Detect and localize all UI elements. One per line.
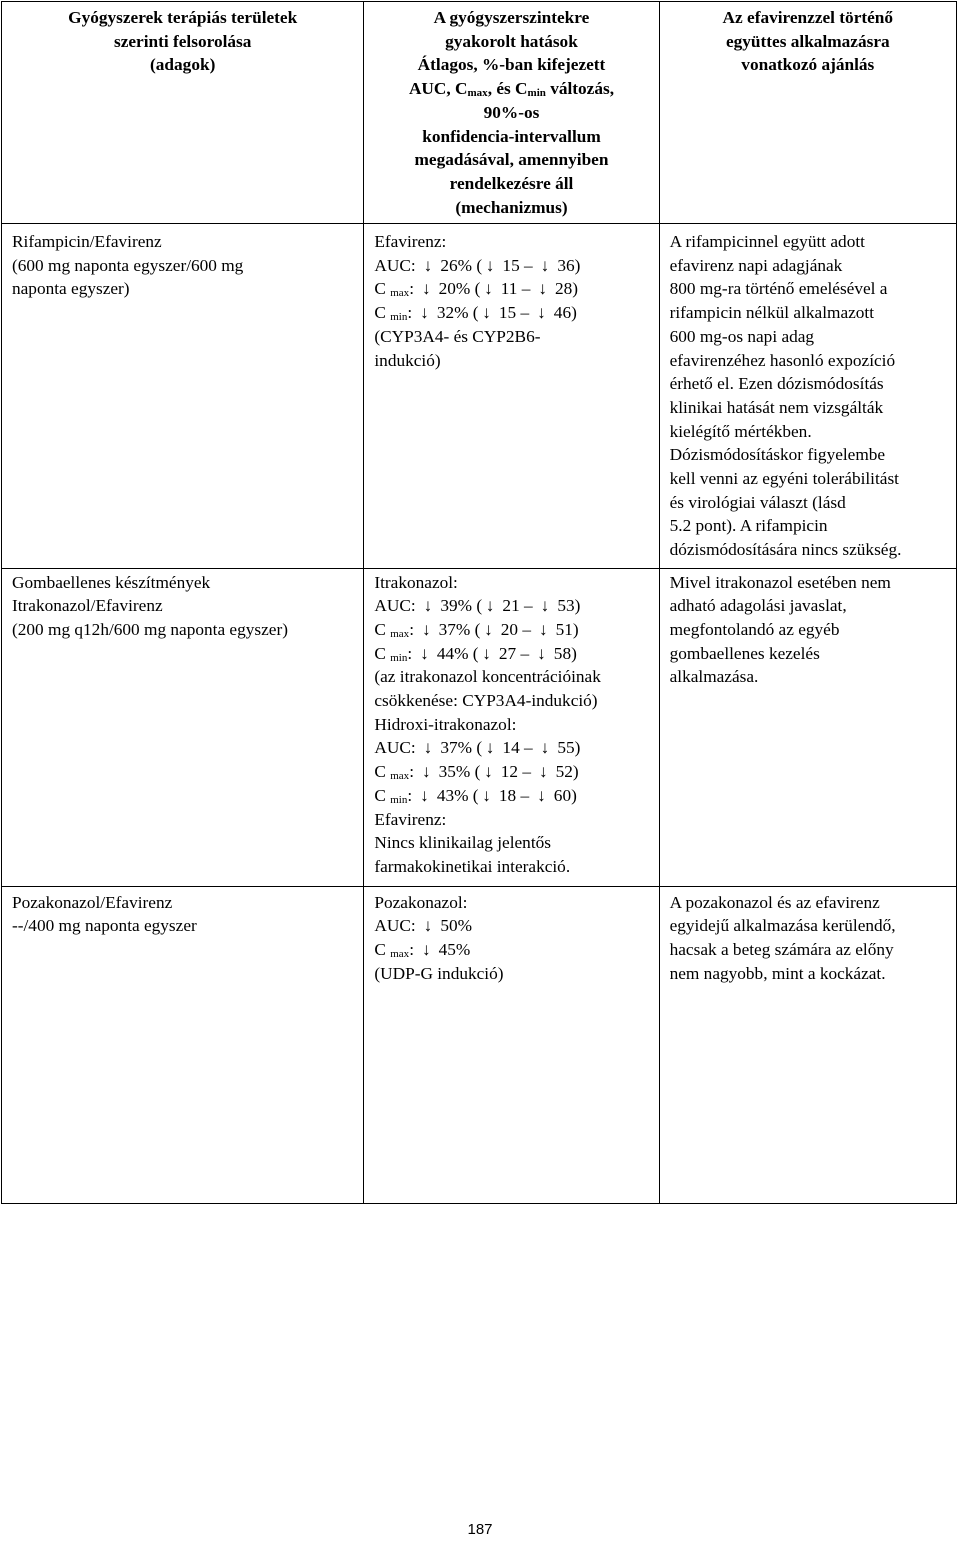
mechanism-text: (CYP3A4- és CYP2B6-: [374, 326, 541, 346]
recommendation-text: alkalmazása.: [669, 667, 759, 687]
auc-label: AUC:: [374, 916, 416, 936]
recommendation-text: gombaellenes kezelés: [669, 643, 820, 663]
down-arrow-icon: ↓: [540, 596, 550, 616]
auc-line: AUC: ↓ 39% ( ↓ 21 – ↓ 53): [374, 594, 648, 618]
effect-cell: [364, 223, 659, 568]
recommendation-cell: [659, 223, 956, 568]
down-arrow-icon: ↓: [421, 619, 431, 639]
auc-value: 39% (: [440, 596, 483, 616]
down-arrow-icon: ↓: [484, 762, 493, 782]
cmax-line: C $_{max}$: ↓ 35% ( ↓ 12 – ↓ 52): [374, 762, 579, 783]
drug-category: Gombaellenes készítmények: [12, 572, 211, 592]
recommendation-text: A rifampicinnel együtt adott: [669, 231, 865, 251]
cmax-label: C: [374, 762, 386, 782]
header-change: változás,: [545, 79, 615, 99]
ci-high: 58): [553, 643, 577, 663]
table-row-pozakonazol: [2, 886, 957, 1203]
recommendation-text: adható adagolási javaslat,: [669, 596, 847, 616]
table-header-row: [2, 2, 957, 224]
ci-low: 11: [500, 279, 518, 299]
cmin-line: C $_{min}$: ↓ 32% ( ↓ 15 – ↓ 46): [374, 303, 577, 324]
auc-line: [374, 914, 648, 938]
down-arrow-icon: ↓: [537, 643, 546, 663]
interaction-table: [1, 1, 957, 1204]
auc-line: AUC: ↓ 26% ( ↓ 15 – ↓ 36): [374, 254, 648, 278]
drug-name: Pozakonazol/Efavirenz: [12, 892, 173, 912]
header-text: Átlagos, %-ban kifejezett: [417, 55, 606, 75]
metabolite-title: Hidroxi-itrakonazol:: [374, 714, 517, 734]
header-text: szerinti felsorolása: [113, 31, 252, 51]
recommendation-text: dózismódosítására nincs szükség.: [669, 540, 902, 560]
recommendation-text: klinikai hatását nem vizsgálták: [669, 397, 884, 417]
ci-low: 18: [498, 785, 517, 805]
mechanism-text: csökkenése: CYP3A4-indukció): [374, 691, 598, 711]
cmin-label: C: [374, 785, 386, 805]
down-arrow-icon: ↓: [538, 279, 547, 299]
cmax-line: C $_{max}$: ↓ 45%: [374, 940, 471, 961]
header-text: konfidencia-intervallum: [422, 126, 601, 146]
effect-title: Efavirenz:: [374, 809, 447, 829]
cmin-value: 44% (: [436, 643, 479, 663]
cmin-line: C $_{min}$: ↓ 43% ( ↓ 18 – ↓ 60): [374, 785, 577, 806]
recommendation-text: 800 mg-ra történő emelésével a: [669, 279, 888, 299]
auc-line: AUC: ↓ 37% ( ↓ 14 – ↓ 55): [374, 736, 648, 760]
down-arrow-icon: ↓: [423, 596, 433, 616]
ci-high: 28): [554, 279, 579, 299]
recommendation-text: érhető el. Ezen dózismódosítás: [669, 374, 884, 394]
sub-max: max: [390, 770, 410, 783]
recommendation-text: egyidejű alkalmazása kerülendő,: [669, 916, 896, 936]
recommendation-text: rifampicin nélkül alkalmazott: [669, 303, 875, 323]
drug-name: Itrakonazol/Efavirenz: [12, 596, 163, 616]
down-arrow-icon: ↓: [538, 619, 548, 639]
down-arrow-icon: ↓: [420, 785, 429, 805]
recommendation-text: efavirenzéhez hasonló expozíció: [669, 350, 896, 370]
recommendation-text: Dózismódosításkor figyelembe: [669, 445, 886, 465]
down-arrow-icon: ↓: [537, 785, 546, 805]
sub-max: max: [467, 87, 488, 100]
ci-high: 53): [557, 596, 581, 616]
drug-dose: naponta egyszer): [12, 279, 130, 299]
header-text: [374, 77, 648, 101]
auc-value: 37% (: [440, 738, 483, 758]
header-recommendation: [659, 2, 956, 224]
down-arrow-icon: ↓: [421, 940, 431, 960]
cmin-label: C: [374, 643, 386, 663]
sub-min: min: [390, 651, 408, 664]
drug-dose: (200 mg q12h/600 mg naponta egyszer): [12, 619, 288, 639]
ci-high: 55): [557, 738, 581, 758]
cmax-value: 20% (: [438, 279, 481, 299]
auc-value: 50%: [440, 916, 473, 936]
sub-max: max: [390, 948, 410, 961]
ci-low: 21: [502, 596, 520, 616]
down-arrow-icon: ↓: [420, 303, 429, 323]
header-auc: AUC, C: [408, 79, 468, 99]
ci-high: 46): [553, 303, 577, 323]
effect-title: Pozakonazol:: [374, 892, 468, 912]
ci-low: 27: [498, 643, 517, 663]
auc-value: 26% (: [440, 255, 483, 275]
mechanism-text: (UDP-G indukció): [374, 963, 504, 983]
down-arrow-icon: ↓: [482, 643, 491, 663]
cmax-value: 37% (: [438, 619, 481, 639]
ci-high: 60): [553, 785, 577, 805]
recommendation-text: és virológiai választ (lásd: [669, 492, 846, 512]
cmax-label: C: [374, 940, 386, 960]
down-arrow-icon: ↓: [538, 762, 548, 782]
drug-cell: [2, 568, 364, 886]
recommendation-text: Mivel itrakonazol esetében nem: [669, 572, 891, 592]
down-arrow-icon: ↓: [423, 916, 433, 936]
cmax-value: 35% (: [438, 762, 481, 782]
down-arrow-icon: ↓: [485, 738, 495, 758]
cmax-label: C: [374, 279, 386, 299]
drug-cell: [2, 886, 364, 1203]
recommendation-text: kielégítő mértékben.: [669, 421, 812, 441]
cmax-label: C: [374, 619, 386, 639]
auc-label: AUC:: [374, 738, 416, 758]
down-arrow-icon: ↓: [421, 279, 431, 299]
header-text: rendelkezésre áll: [449, 173, 574, 193]
note-text: farmakokinetikai interakció.: [374, 856, 571, 876]
effect-cell: [364, 568, 659, 886]
recommendation-text: 600 mg-os napi adag: [669, 326, 815, 346]
down-arrow-icon: ↓: [485, 596, 495, 616]
recommendation-text: A pozakonazol és az efavirenz: [669, 892, 880, 912]
header-text: A gyógyszerszintekre: [433, 8, 590, 27]
recommendation-text: nem nagyobb, mint a kockázat.: [669, 963, 886, 983]
ci-high: 51): [555, 619, 579, 639]
drug-dose: (600 mg naponta egyszer/600 mg: [12, 255, 244, 275]
ci-high: 36): [557, 255, 581, 275]
header-text: 90%-os: [483, 102, 540, 122]
cmax-line: C $_{max}$: ↓ 20% ( ↓ 11 – ↓ 28): [374, 279, 579, 300]
header-drug-area: [2, 2, 364, 224]
header-text: vonatkozó ajánlás: [741, 55, 875, 75]
cmax-line: C $_{max}$: ↓ 37% ( ↓ 20 – ↓ 51): [374, 619, 579, 640]
cmin-label: C: [374, 303, 386, 323]
recommendation-cell: [659, 886, 956, 1203]
header-text: megadásával, amennyiben: [414, 150, 609, 170]
down-arrow-icon: ↓: [540, 738, 550, 758]
cmin-value: 43% (: [436, 785, 479, 805]
ci-low: 14: [502, 738, 520, 758]
drug-dose: --/400 mg naponta egyszer: [12, 916, 197, 936]
sub-min: min: [390, 793, 408, 806]
note-text: Nincs klinikailag jelentős: [374, 833, 551, 853]
sub-min: min: [390, 311, 408, 324]
header-text: (mechanizmus): [455, 197, 568, 217]
header-text: (adagok): [150, 55, 216, 75]
mechanism-text: (az itrakonazol koncentrációinak: [374, 667, 601, 687]
header-effects: [364, 2, 659, 224]
cmin-line: C $_{min}$: ↓ 44% ( ↓ 27 – ↓ 58): [374, 643, 577, 664]
header-text: gyakorolt hatások: [445, 31, 578, 51]
sub-min: min: [527, 87, 546, 100]
down-arrow-icon: ↓: [540, 255, 550, 275]
ci-low: 12: [500, 762, 519, 782]
drug-name: Rifampicin/Efavirenz: [12, 231, 162, 251]
recommendation-cell: [659, 568, 956, 886]
auc-label: AUC:: [374, 255, 416, 275]
auc-label: AUC:: [374, 596, 416, 616]
ci-low: 15: [498, 303, 517, 323]
recommendation-text: megfontolandó az egyéb: [669, 619, 840, 639]
header-text: Az efavirenzzel történő: [722, 8, 894, 27]
down-arrow-icon: ↓: [423, 738, 433, 758]
recommendation-text: kell venni az egyéni tolerábilitást: [669, 469, 899, 489]
header-text: együttes alkalmazásra: [725, 31, 890, 51]
down-arrow-icon: ↓: [420, 643, 429, 663]
mechanism-text: indukció): [374, 350, 441, 370]
ci-low: 15: [502, 255, 520, 275]
down-arrow-icon: ↓: [421, 762, 431, 782]
header-and: , és C: [487, 79, 528, 99]
recommendation-text: hacsak a beteg számára az előny: [669, 940, 894, 960]
header-text: Gyógyszerek terápiás területek: [68, 8, 298, 27]
sub-max: max: [390, 627, 410, 640]
drug-cell: [2, 223, 364, 568]
down-arrow-icon: ↓: [423, 255, 433, 275]
recommendation-text: 5.2 pont). A rifampicin: [669, 516, 828, 536]
ci-high: 52): [555, 762, 579, 782]
effect-title: Efavirenz:: [374, 231, 447, 251]
table-row-itrakonazol: [2, 568, 957, 886]
down-arrow-icon: ↓: [537, 303, 546, 323]
effect-title: Itrakonazol:: [374, 572, 458, 592]
down-arrow-icon: ↓: [484, 619, 493, 639]
down-arrow-icon: ↓: [485, 255, 495, 275]
effect-cell: [364, 886, 659, 1203]
recommendation-text: efavirenz napi adagjának: [669, 255, 843, 275]
page-number: 187: [467, 1521, 493, 1538]
cmin-value: 32% (: [436, 303, 479, 323]
down-arrow-icon: ↓: [484, 279, 493, 299]
sub-max: max: [390, 287, 410, 300]
down-arrow-icon: ↓: [482, 785, 491, 805]
table-row-rifampicin: [2, 223, 957, 568]
cmax-value: 45%: [438, 940, 471, 960]
down-arrow-icon: ↓: [482, 303, 491, 323]
ci-low: 20: [500, 619, 519, 639]
